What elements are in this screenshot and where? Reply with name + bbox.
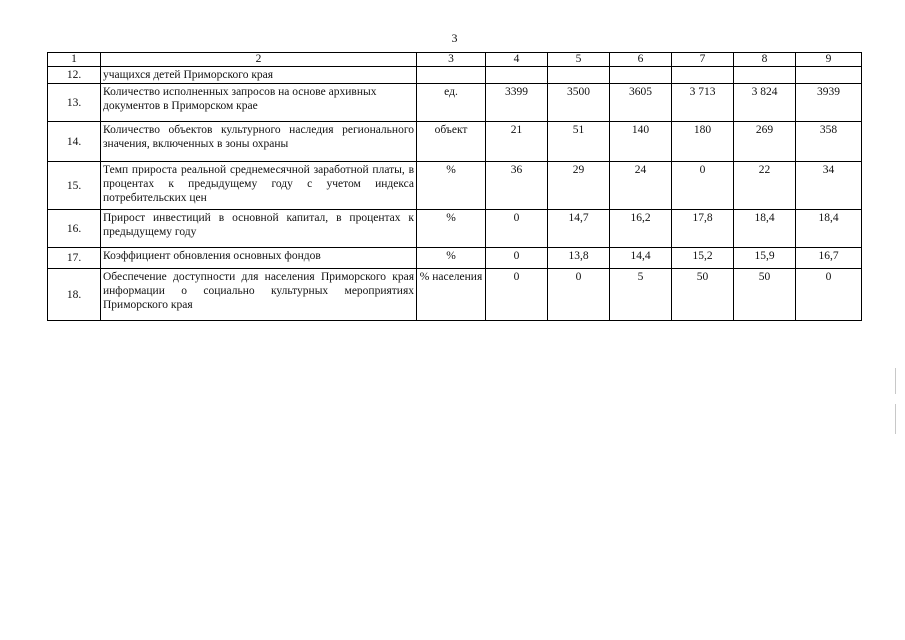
unit-cell: объект xyxy=(417,122,486,162)
value-cell: 140 xyxy=(610,122,672,162)
value-cell: 269 xyxy=(734,122,796,162)
indicator-name: Количество объектов культурного наследия регионального значения, включенных в зоны охраны xyxy=(101,122,417,162)
value-cell: 16,2 xyxy=(610,210,672,248)
value-cell xyxy=(796,67,862,84)
value-cell: 0 xyxy=(672,162,734,210)
table-row xyxy=(48,122,862,162)
value-cell: 3605 xyxy=(610,84,672,122)
unit-cell: % xyxy=(417,210,486,248)
value-cell: 5 xyxy=(610,269,672,321)
scan-edge-mark xyxy=(895,368,896,394)
value-cell: 3939 xyxy=(796,84,862,122)
value-cell: 51 xyxy=(548,122,610,162)
table-row xyxy=(48,162,862,210)
row-number: 13. xyxy=(48,84,101,122)
value-cell: 50 xyxy=(672,269,734,321)
value-cell: 18,4 xyxy=(734,210,796,248)
indicator-name: учащихся детей Приморского края xyxy=(101,67,417,84)
value-cell: 3 824 xyxy=(734,84,796,122)
table-row xyxy=(48,67,862,84)
value-cell: 17,8 xyxy=(672,210,734,248)
value-cell: 13,8 xyxy=(548,248,610,269)
value-cell xyxy=(486,67,548,84)
value-cell: 15,9 xyxy=(734,248,796,269)
value-cell: 0 xyxy=(486,248,548,269)
row-number: 18. xyxy=(48,269,101,321)
unit-cell: % xyxy=(417,248,486,269)
indicator-name: Обеспечение доступности для населения Приморского края информации о социально культурных мероприятиях Приморского края xyxy=(101,269,417,321)
indicator-name: Темп прироста реальной среднемесячной заработной платы, в процентах к предыдущему году с учетом индекса потребительских цен xyxy=(101,162,417,210)
header-cell: 1 xyxy=(48,53,101,67)
value-cell: 0 xyxy=(796,269,862,321)
value-cell: 15,2 xyxy=(672,248,734,269)
value-cell: 0 xyxy=(548,269,610,321)
table-row xyxy=(48,269,862,321)
row-number: 17. xyxy=(48,248,101,269)
row-number: 14. xyxy=(48,122,101,162)
row-number: 16. xyxy=(48,210,101,248)
scan-edge-mark xyxy=(895,404,896,434)
value-cell: 358 xyxy=(796,122,862,162)
indicator-name: Прирост инвестиций в основной капитал, в процентах к предыдущему году xyxy=(101,210,417,248)
header-cell: 2 xyxy=(101,53,417,67)
table-row xyxy=(48,210,862,248)
value-cell xyxy=(734,67,796,84)
value-cell: 34 xyxy=(796,162,862,210)
value-cell: 29 xyxy=(548,162,610,210)
unit-cell xyxy=(417,67,486,84)
header-cell: 6 xyxy=(610,53,672,67)
row-number: 15. xyxy=(48,162,101,210)
value-cell: 22 xyxy=(734,162,796,210)
value-cell xyxy=(672,67,734,84)
value-cell: 0 xyxy=(486,269,548,321)
value-cell: 24 xyxy=(610,162,672,210)
header-cell: 8 xyxy=(734,53,796,67)
row-number: 12. xyxy=(48,67,101,84)
value-cell: 21 xyxy=(486,122,548,162)
header-cell: 9 xyxy=(796,53,862,67)
header-cell: 5 xyxy=(548,53,610,67)
header-cell: 3 xyxy=(417,53,486,67)
table-row xyxy=(48,248,862,269)
value-cell xyxy=(610,67,672,84)
unit-cell: % населения xyxy=(417,269,486,321)
value-cell: 3399 xyxy=(486,84,548,122)
indicator-name: Количество исполненных запросов на основе архивных документов в Приморском крае xyxy=(101,84,417,122)
unit-cell: % xyxy=(417,162,486,210)
indicators-table xyxy=(47,52,862,321)
value-cell: 0 xyxy=(486,210,548,248)
table-header-row xyxy=(48,53,862,67)
value-cell: 3500 xyxy=(548,84,610,122)
value-cell: 14,7 xyxy=(548,210,610,248)
value-cell: 3 713 xyxy=(672,84,734,122)
value-cell: 18,4 xyxy=(796,210,862,248)
value-cell: 50 xyxy=(734,269,796,321)
header-cell: 7 xyxy=(672,53,734,67)
value-cell: 180 xyxy=(672,122,734,162)
page-number: 3 xyxy=(451,31,458,45)
header-cell: 4 xyxy=(486,53,548,67)
value-cell xyxy=(548,67,610,84)
table-row xyxy=(48,84,862,122)
unit-cell: ед. xyxy=(417,84,486,122)
value-cell: 36 xyxy=(486,162,548,210)
value-cell: 16,7 xyxy=(796,248,862,269)
value-cell: 14,4 xyxy=(610,248,672,269)
indicator-name: Коэффициент обновления основных фондов xyxy=(101,248,417,269)
